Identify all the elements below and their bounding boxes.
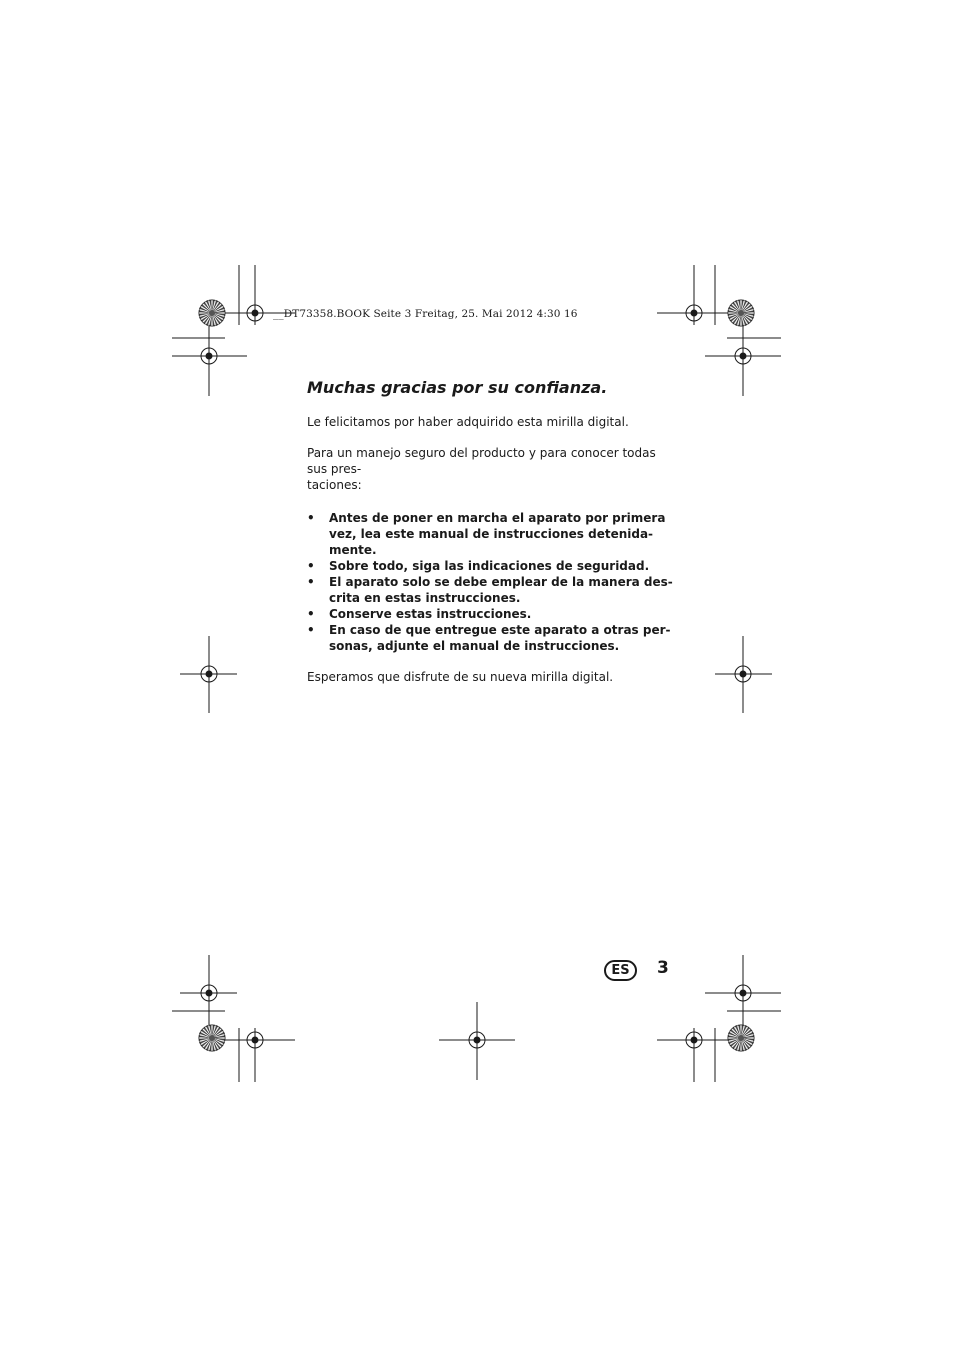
intro-paragraph: Le felicitamos por haber adquirido esta mirilla digital. bbox=[307, 415, 629, 429]
list-item-line: sonas, adjunte el manual de instrucciones. bbox=[329, 639, 620, 653]
list-item-line: En caso de que entregue este aparato a otras per- bbox=[329, 623, 671, 637]
list-item bbox=[307, 622, 677, 654]
safety-intro-line-2: taciones: bbox=[307, 478, 362, 492]
registration-crosshair-icon bbox=[715, 636, 772, 713]
registration-crosshair-icon bbox=[172, 318, 247, 396]
print-header: __DT73358.BOOK Seite 3 Freitag, 25. Mai 2012 4:30 16 bbox=[273, 308, 578, 320]
color-target-icon bbox=[199, 1025, 225, 1051]
registration-crosshair-icon bbox=[439, 1002, 515, 1080]
bullet-icon: • bbox=[307, 559, 315, 573]
language-badge: ES bbox=[604, 960, 637, 981]
registration-crosshair-icon bbox=[705, 955, 781, 1031]
color-target-icon bbox=[199, 300, 225, 326]
page-content bbox=[307, 377, 677, 685]
list-item-line: crita en estas instrucciones. bbox=[329, 591, 521, 605]
list-item bbox=[307, 510, 677, 558]
registration-crosshair-icon bbox=[657, 1028, 735, 1082]
list-item-line: Sobre todo, siga las indicaciones de seguridad. bbox=[329, 559, 650, 573]
bullet-icon: • bbox=[307, 623, 315, 637]
registration-crosshair-icon bbox=[657, 265, 735, 325]
list-item-line: Antes de poner en marcha el aparato por primera bbox=[329, 511, 666, 525]
instruction-list bbox=[307, 510, 677, 654]
list-item-line: Conserve estas instrucciones. bbox=[329, 607, 532, 621]
list-item bbox=[307, 606, 677, 622]
list-item bbox=[307, 574, 677, 606]
registration-crosshair-icon bbox=[705, 318, 781, 396]
bullet-icon: • bbox=[307, 607, 315, 621]
list-item-line: mente. bbox=[329, 543, 377, 557]
color-target-icon bbox=[728, 1025, 754, 1051]
page-title: Muchas gracias por su confianza. bbox=[307, 378, 608, 397]
closing-paragraph: Esperamos que disfrute de su nueva mirilla digital. bbox=[307, 670, 614, 684]
bullet-icon: • bbox=[307, 511, 315, 525]
registration-crosshair-icon bbox=[180, 636, 237, 713]
safety-intro-paragraph bbox=[307, 445, 677, 493]
registration-crosshair-icon bbox=[215, 1028, 295, 1082]
list-item-line: vez, lea este manual de instrucciones detenida- bbox=[329, 527, 654, 541]
safety-intro-line-1: Para un manejo seguro del producto y para conocer todas sus pres- bbox=[307, 446, 656, 476]
list-item bbox=[307, 558, 677, 574]
registration-crosshair-icon bbox=[180, 955, 237, 1031]
page-number: 3 bbox=[657, 958, 669, 978]
list-item-line: El aparato solo se debe emplear de la manera des- bbox=[329, 575, 673, 589]
color-target-icon bbox=[728, 300, 754, 326]
bullet-icon: • bbox=[307, 575, 315, 589]
